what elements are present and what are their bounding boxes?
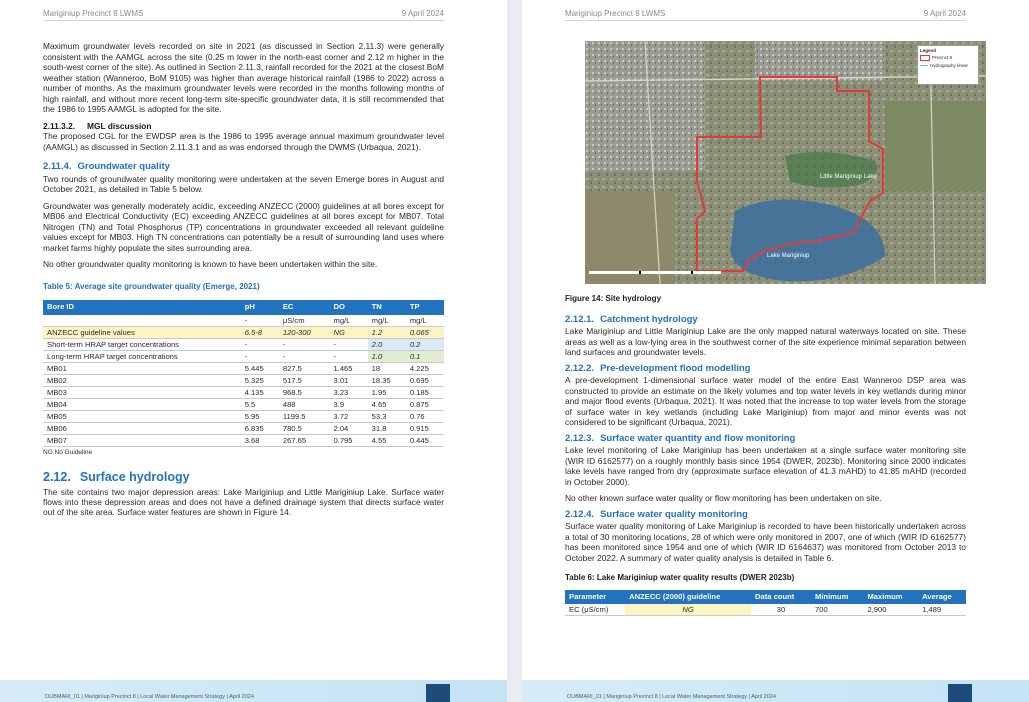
catchment-hydrology-heading [565,315,966,326]
section-number: 2.12.2. [565,362,595,374]
header-date: 9 April 2024 [923,9,966,18]
table5 [43,300,444,447]
gwq-paragraph-2: Groundwater was generally moderately acidic, exceeding ANZECC (2000) guidelines at all bores except for MB06 and Electrical Conductivity (EC) exceeding ANZECC guidelines at all bores except for MB07. Total Nitrogen (TN) and Total Phosphorus (TP) concentrations in groundwater exceeded all relevant guideline values except for MB03. High TN concentrations can potentially be a result of surrounding land uses where market farms highly populate the sites surrounding area. [43,200,444,253]
water-quality-heading [565,510,966,521]
right-body [565,294,966,616]
table-cell: 267.65 [279,434,330,446]
table-cell: ANZECC guideline values [43,326,241,338]
table5-guideline-row [43,338,444,350]
table-cell: 6.5-8 [241,326,279,338]
scale-bar [589,271,721,274]
table5-col-header: TP [406,300,444,315]
section-title: Surface water quantity and flow monitoring [600,432,796,444]
page-header [43,9,444,21]
table-row [43,386,444,398]
table-cell: 1.465 [330,362,368,374]
table-cell: 3.23 [330,386,368,398]
table6-col-header: Maximum [863,590,918,605]
gwq-paragraph-3: No other groundwater quality monitoring is known to have been undertaken within the site. [43,259,378,269]
figure-caption: Figure 14: Site hydrology [565,294,662,303]
table5-col-header: TN [368,300,406,315]
left-body [43,41,444,523]
table-cell: NG [330,326,368,338]
table-cell: 4.225 [406,362,444,374]
page-footer [0,680,507,702]
table-cell: 1,489 [918,604,966,616]
table-cell: 0.795 [330,434,368,446]
table5-caption: Table 5: Average site groundwater quality (Emerge, 2021) [43,281,260,291]
legend-label: Hydrography linear [930,63,969,68]
table-cell: 5.95 [241,410,279,422]
table-cell: 4.55 [368,434,406,446]
section-title: Surface water quality monitoring [600,508,748,520]
water-quality-paragraph: Surface water quality monitoring of Lake Mariginiup is recorded to have been historically undertaken across a total of 30 monitoring locations, 28 of which were only monitored in 2007, one of which (WIR ID 6162577) has been monitored since 1954 and one of which (WIR ID 6164637) was monitored from October 2013 to October 2022. A summary of water quality analysis is detailed in Table 6. [565,521,966,563]
table-cell: Short-term HRAP target concentrations [43,338,241,350]
table-row [43,410,444,422]
section-number: 2.12.4. [565,508,595,520]
flood-paragraph: A pre-development 1-dimensional surface water model of the entire East Wanneroo DSP area was constructed to provide an estimate on the likely volumes and top water levels in key wetlands during minor and major flood events (Urbaqua, 2021). It was noted that the increase to top water levels from the storage of surface water in key wetlands (including Lake Mariginiup) from major and minor events was not considered to be significant (Urbaqua, 2021). [565,375,966,427]
site-hydrology-map [585,41,986,284]
table-row [43,374,444,386]
table6 [565,590,966,617]
table-cell: 6.835 [241,422,279,434]
table-cell: 0.875 [406,398,444,410]
footer-text: OUBMARI_01 | Mariginiup Precinct 8 | Local Water Management Strategy | April 2024 [567,694,776,700]
table-cell: MB06 [43,422,241,434]
table-cell: μS/cm [279,315,330,327]
table5-guideline-row [43,350,444,362]
catchment-paragraph: Lake Mariginiup and Little Mariginiup Lake are the only mapped natural waterways located on site. These areas as well as a low-lying area in the southwest corner of the site experience minimal separation between land surfaces and groundwater levels. [565,326,966,357]
table-cell: 120-300 [279,326,330,338]
table-cell: 517.5 [279,374,330,386]
table-cell: - [241,338,279,350]
table-cell: mg/L [368,315,406,327]
page-footer [522,680,1029,702]
surface-hydrology-heading [43,472,444,483]
table-cell: MB01 [43,362,241,374]
table5-col-header: Bore ID [43,300,241,315]
table-cell: 1.0 [368,350,406,362]
surface-hydrology-paragraph: The site contains two major depression areas: Lake Mariginiup and Little Mariginiup Lake. Surface water flows into these depression areas and does not have a defined drainage system that directs surface water out of the site area. Surface water features are shown in Figure 14. [43,486,444,517]
precinct-swatch-icon [920,55,930,61]
table-cell: 0.445 [406,434,444,446]
mgl-number: 2.11.3.2. [43,120,76,131]
table-cell: - [330,338,368,350]
left-page [0,0,507,702]
table5-note: NG No Guideline [43,448,93,456]
table6-col-header: Minimum [811,590,863,605]
table-row [43,398,444,410]
table-cell: 488 [279,398,330,410]
table-cell: MB05 [43,410,241,422]
page-header [565,9,966,21]
table-cell: EC (μS/cm) [565,604,625,616]
mgl-title: MGL discussion [87,120,152,131]
table-cell: 0.2 [406,338,444,350]
table-cell: 827.5 [279,362,330,374]
table-cell: 18 [368,362,406,374]
table6-col-header: Data count [751,590,811,605]
table-cell: mg/L [406,315,444,327]
little-lake-label: Little Mariginiup Lake [820,174,877,180]
table5-header-row [43,300,444,315]
table-cell: 0.185 [406,386,444,398]
table-cell: 780.5 [279,422,330,434]
footer-text: OUBMARI_01 | Mariginiup Precinct 8 | Local Water Management Strategy | April 2024 [45,694,254,700]
table-cell: Long-term HRAP target concentrations [43,350,241,362]
legend-label: Precinct 8 [932,55,953,61]
table-cell: - [241,350,279,362]
table-cell: - [279,350,330,362]
groundwater-quality-heading [43,162,444,173]
table5-col-header: pH [241,300,279,315]
table-cell: 5.325 [241,374,279,386]
flood-modelling-heading [565,364,966,375]
map-legend [917,45,979,85]
table-cell: 2.04 [330,422,368,434]
table-cell: NG [625,604,751,616]
hydrography-line-icon [920,65,928,66]
table-row [43,362,444,374]
table-cell: - [241,315,279,327]
table-cell: 1199.5 [279,410,330,422]
water-quantity-heading [565,434,966,445]
table-cell: MB04 [43,398,241,410]
table6-col-header: Parameter [565,590,625,605]
table5-col-header: EC [279,300,330,315]
table-cell: MB03 [43,386,241,398]
table-cell: mg/L [330,315,368,327]
table-cell: 0.1 [406,350,444,362]
legend-item-hydrography [920,63,976,68]
table-cell: 0.065 [406,326,444,338]
table-cell: 4.135 [241,386,279,398]
table-cell: 3.72 [330,410,368,422]
table-cell: - [279,338,330,350]
lake-label: Lake Mariginiup [767,253,810,259]
table-cell: 1.2 [368,326,406,338]
header-date: 9 April 2024 [401,9,444,18]
water-quantity-paragraph: Lake level monitoring of Lake Mariginiup has been undertaken at a single surface water monitoring site (WIR ID 6162577) on a roughly monthly basis since 1954 (DWER, 2023b). Monitoring since 2000 indicates lake levels have ranged from dry (approximate surface elevation of 41.3 mAHD) to 41.85 mAHD (recorded in October 2000). [565,445,966,487]
table-cell: 5.5 [241,398,279,410]
table-cell: 2.0 [368,338,406,350]
table-cell: 0.76 [406,410,444,422]
table-cell: 2,900 [863,604,918,616]
table5-col-header: DO [330,300,368,315]
table-cell: 30 [751,604,811,616]
table-cell: MB02 [43,374,241,386]
legend-item-precinct [920,55,976,61]
table-cell: 968.5 [279,386,330,398]
legend-title: Legend [920,48,937,53]
table-cell: 18.35 [368,374,406,386]
section-title: Pre-development flood modelling [600,362,751,374]
section-number: 2.11.4. [43,161,72,172]
header-title: Mariginiup Precinct 8 LWMS [565,9,666,18]
table-row [565,604,966,616]
header-title: Mariginiup Precinct 8 LWMS [43,9,144,18]
section-number: 2.12.3. [565,432,595,444]
table-cell: 5.445 [241,362,279,374]
section-number: 2.12. [43,470,71,484]
table5-units-row [43,315,444,327]
right-page [522,0,1029,702]
table5-guideline-row [43,326,444,338]
table-cell: 31.8 [368,422,406,434]
table-cell: 53.3 [368,410,406,422]
table-row [43,422,444,434]
water-quantity-paragraph-2: No other known surface water quality or flow monitoring has been undertaken on site. [565,493,882,503]
table-row [43,434,444,446]
mgl-paragraph: The proposed CGL for the EWDSP area is the 1986 to 1995 average annual maximum groundwater level (AAMGL) as discussed in Section 2.11.3.1 and as was endorsed through the DWMS (Urbaqua, 2021). [43,131,444,152]
section-title: Surface hydrology [79,470,190,484]
table6-col-header: Average [918,590,966,605]
table6-caption: Table 6: Lake Mariginiup water quality results (DWER 2023b) [565,573,795,582]
section-title: Catchment hydrology [600,313,698,325]
table-cell: - [330,350,368,362]
paragraph-aamgl: Maximum groundwater levels recorded on site in 2021 (as discussed in Section 2.11.3) were generally consistent with the AAMGL across the site (0.25 m lower in the north-east corner and 2.12 m higher in the south-west corner of the site). As outlined in Section 2.11.3, rainfall recorded for the 2021 at the closest BoM weather station (Wanneroo, BoM 9105) was higher than average historical rainfall (1986 to 2022) across a number of months. As the maximum groundwater levels were recorded in the months following months of high rainfall, and without more recent long-term site-specific groundwater data, it is still recommended that the 1986 to 1995 AAMGL is adopted for the site. [43,41,444,114]
table-cell: 3.9 [330,398,368,410]
table-cell [43,315,241,327]
table-cell: MB07 [43,434,241,446]
table-cell: 700 [811,604,863,616]
company-logo [948,684,972,702]
mgl-heading [43,121,444,132]
table-cell: 3.68 [241,434,279,446]
section-number: 2.12.1. [565,313,595,325]
gwq-paragraph-1: Two rounds of groundwater quality monitoring were undertaken at the seven Emerge bores in August and October 2021, as detailed in Table 5 below. [43,173,444,194]
company-logo [426,684,450,702]
table6-header-row [565,590,966,605]
table-cell: 0.695 [406,374,444,386]
section-title: Groundwater quality [77,161,170,172]
table-cell: 1.95 [368,386,406,398]
table-cell: 0.915 [406,422,444,434]
table-cell: 3.01 [330,374,368,386]
table6-col-header: ANZECC (2000) guideline [625,590,751,605]
table-cell: 4.65 [368,398,406,410]
